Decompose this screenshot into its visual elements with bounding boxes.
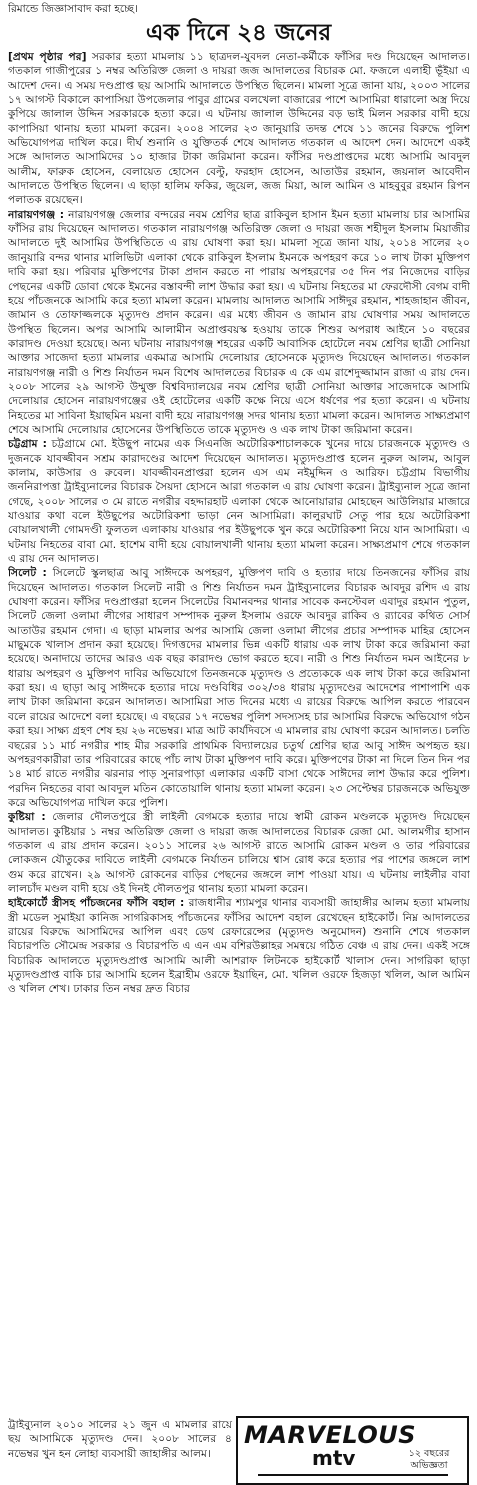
paragraph-text: নারায়ণগঞ্জ জেলার বন্দরের নবম শ্রেণির ছাত্র রাকিবুল হাসান ইমন হত্যা মামলায় চার আসামির ফাঁসির রায় দিয়েছেন আদালত। গতকাল নারায়ণগঞ্জ অতিরিক্ত জেলা ও দায়রা জজ শহীদুল ইসলাম মিয়াজীর আদালতে দুই আসামির উপস্থিতিতে এ রায় ঘোষণা করা হয়। মামলা সূত্রে জানা যায়, ২০১৪ সালের ২০ জানুয়ারি বন্দর থানার মালিভিটা এলাকা থেকে রাকিবুল ইসলাম ইমনকে অপহরণ করে ১০ লাখ টাকা মুক্তিপণ দাবি করা হয়। পরিবার মুক্তিপণের টাকা প্রদান করতে না পারায় অপহরণের ৩৫ দিন পর নিজেদের বাড়ির পেছনের একটি ডোবা থেকে ইমনের বস্তাবন্দী লাশ উদ্ধার করা হয়। এ ঘটনায় নিহতের মা ফেরদৌসী বেগম বাদী হয়ে পাঁচজনকে আসামি করে হত্যা মামলা করেন। মামলায় আদালত আসামি সাঈদুর রহমান, শাহজাহান জীবন, জামান ও তোফাজ্জলকে মৃত্যুদণ্ড প্রদান করেন। এর মধ্যে জীবন ও জামান রায় ঘোষণার সময় আদালতে উপস্থিত ছিলেন। অপর আসামি আলামীন অপ্রাপ্তবয়স্ক হওয়ায় তাকে শিশুর অপরাধ আইনে ১০ বছরের কারাদণ্ড দেওয়া হয়েছে। অন্য ঘটনায় নারায়ণগঞ্জ শহরের একটি আবাসিক হোটেলে নবম শ্রেণির ছাত্রী সোনিয়া আক্তার সাজেদা হত্যা মামলার একমাত্র আসামি দেলোয়ার হোসেনকে মৃত্যুদণ্ড দিয়েছেন আদালত। গতকাল নারায়ণগঞ্জ নারী ও শিশু নির্যাতন দমন বিশেষ আদালতের বিচারক এ কে এম রাশেদুজ্জামান রাজা এ রায় দেন। ২০০৮ সালের ২৯ আগস্ট উম্মুক্ত বিশ্ববিদ্যালয়ের নবম শ্রেণির ছাত্রী সোনিয়া আক্তার সাজেদাকে আসামি দেলোয়ার হোসেন নারায়ণগঞ্জের ওই হোটেলের একটি কক্ষে নিয়ে এসে ধর্ষণের পর হত্যা করেন। এ ঘটনায় নিহতের মা সাবিনা ইয়াছমিন ময়না বাদী হয়ে নারায়ণগঞ্জ সদর থানায় হত্যা মামলা করেন। আদালত সাক্ষ্যপ্রমাণ শেষে আসামি দেলোয়ার হোসেনের উপস্থিতিতে তাকে মৃত্যুদণ্ড ও এক লাখ টাকা জরিমানা করেন। [8, 207, 470, 436]
paragraph-chattogram [8, 437, 470, 566]
subheading-high-court: হাইকোর্টে স্ত্রীসহ পাঁচজনের ফাঁসি বহাল : [8, 896, 185, 910]
ad-experience-tagline: ১২ বছরের অভিজ্ঞতা [408, 1448, 450, 1471]
paragraph-text: চট্টগ্রামে মো. ইউছুপ নামের এক সিএনজি অটোরিকশাচালককে খুনের দায়ে চারজনকে মৃত্যুদণ্ড ও দুজনকে যাবজ্জীবন সশ্রম কারাদণ্ডের আদেশ দিয়েছেন আদালত। মৃত্যুদণ্ডপ্রাপ্ত হলেন নুরুল আলম, আবুল কালাম, কাউসার ও রুবেল। যাবজ্জীবনপ্রাপ্তরা হলেন এস এম নইমুদ্দিন ও আরিফ। চট্টগ্রাম বিভাগীয় জননিরাপত্তা ট্রাইব্যুনালের বিচারক সৈয়দা হোসনে আরা গতকাল এ রায় ঘোষণা করেন। ট্রাইব্যুনাল সূত্রে জানা গেছে, ২০০৮ সালের ৩ মে রাতে নগরীর বহদ্দারহাট এলাকা থেকে আনোয়ারার মোহছেন আউলিয়ার মাজারে যাওয়ার কথা বলে ইউছুপের অটোরিকশা ভাড়া নেন আসামিরা। কালুরঘাট সেতু পার হয়ে অটোরিকশা বোয়ালখালী গোমদণ্ডী ফুলতল এলাকায় যাওয়ার পর ইউছুপকে খুন করে অটোরিকশা নিয়ে যান আসামিরা। এ ঘটনায় নিহতের বাবা মো. হাশেম বাদী হয়ে বোয়ালখালী থানায় হত্যা মামলা করেন। সাক্ষ্যপ্রমাণ শেষে গতকাল এ রায় দেন আদালত। [8, 437, 470, 566]
dateline-chattogram: চট্টগ্রাম : [8, 437, 47, 451]
ad-brand-logo: MARVELOUS [244, 1421, 417, 1449]
paragraph-text: রাজধানীর শ্যামপুর থানার ব্যবসায়ী জাহাঙ্গীর আলম হত্যা মামলায় স্ত্রী মডেল সুমাইয়া কানিজ সাগরিকাসহ পাঁচজনের ফাঁসির আদেশ বহাল রেখেছেন হাইকোর্ট। নিম্ন আদালতের রায়ের বিরুদ্ধে আসামিদের আপিল এবং ডেথ রেফারেন্সের (মৃত্যুদণ্ড অনুমোদন) শুনানি শেষে গতকাল বিচারপতি সৌমেন্দ্র সরকার ও বিচারপতি এ এন এম বশিরউল্লাহর সমন্বয়ে গঠিত বেঞ্চ এ রায় দেন। একই সঙ্গে বিচারিক আদালতে মৃত্যুদণ্ডপ্রাপ্ত আসামি আলী আশরাফ লিটনকে হাইকোর্ট খালাস দেন। সাগরিকা ছাড়া মৃত্যুদণ্ডপ্রাপ্ত বাকি চার আসামি হলেন ইব্রাহীম ওরফে ইয়াছিন, মো. খলিল ওরফে হিজড়া খলিল, আল আমিন ও খলিল শেখ। ঢাকার তিন নম্বর দ্রুত বিচার [8, 896, 470, 996]
paragraph-kushtia [8, 810, 470, 896]
dateline-sylhet: সিলেট : [8, 566, 47, 580]
paragraph-high-court [8, 896, 470, 996]
paragraph-sylhet [8, 566, 470, 810]
paragraph-text: সিলেটে স্কুলছাত্র আবু সাঈদকে অপহরণ, মুক্তিপণ দাবি ও হত্যার দায়ে তিনজনের ফাঁসির রায় দিয়েছেন আদালত। গতকাল সিলেট নারী ও শিশু নির্যাতন দমন ট্রাইব্যুনালের বিচারক আবদুর রশিদ এ রায় ঘোষণা করেন। ফাঁসির দণ্ডপ্রাপ্তরা হলেন সিলেটের বিমানবন্দর থানার সাবেক কনস্টেবল এবাদুর রহমান পুতুল, সিলেট জেলা ওলামা লীগের সাধারণ সম্পাদক নুরুল ইসলাম ওরফে আবদুর রাকিব ও র‍্যাবের কথিত সোর্স আতাউর রহমান গেদা। এ ছাড়া মামলার অপর আসামি জেলা ওলামা লীগের প্রচার সম্পাদক মাহির হোসেন মাছুমকে খালাস প্রদান করা হয়েছে। দিগত্তদের মামলার ভিন্ন একটি ধারায় এক লাখ টাকা করে জরিমানা করা হয়েছে। অনাদায়ে তাদের আরও এক বছর কারাদণ্ড ভোগ করতে হবে। নারী ও শিশু নির্যাতন দমন আইনের ৮ ধারায় অপহরণ ও মুক্তিপণ দাবির অভিযোগে তিনজনকে মৃত্যুদণ্ড ও প্রত্যেককে এক লাখ টাকা করে জরিমানা করা হয়। এ ছাড়া আবু সাঈদকে হত্যার দায়ে দণ্ডবিধির ৩০২/৩৪ ধারায় মৃত্যুদণ্ডের আদেশের পাশাপাশি এক লাখ টাকা জরিমানা করেন আদালত। আসামিরা সাত দিনের মধ্যে এ রায়ের বিরুদ্ধে আপিল করতে পারবেন বলে রায়ের আদেশে বলা হয়েছে। এ বছরের ১৭ নভেম্বর পুলিশ সদস্যসহ চার আসামির বিরুদ্ধে অভিযোগ গঠন করা হয়। সাক্ষ্য গ্রহণ শেষ হয় ২৬ নভেম্বর। মাত্র আট কার্যদিবসে এ মামলার রায় ঘোষণা করেন আদালত। চলতি বছরের ১১ মার্চ নগরীর শাহ মীর সরকারি প্রাথমিক বিদ্যালয়ের চতুর্থ শ্রেণির ছাত্র আবু সাঈদ অপহৃত হয়। অপহরণকারীরা তার পরিবারের কাছে পাঁচ লাখ টাকা মুক্তিপণ দাবি করে। মুক্তিপণের টাকা না দিলে তিন দিন পর ১৪ মার্চ রাতে নগরীর ঝরনার পাড় সুনারপাড়া এলাকার একটি বাসা থেকে সাঈদের লাশ উদ্ধার করে পুলিশ। পরদিন নিহতের বাবা আবদুল মতিন কোতোয়ালি থানায় হত্যা মামলা করেন। ২৩ সেপ্টেম্বর চারজনকে অভিযুক্ত করে অভিযোগপত্র দাখিল করে পুলিশ। [8, 566, 470, 809]
headline: এক দিনে ২৪ জনের [145, 19, 332, 46]
dateline-narayanganj: নারায়ণগঞ্জ : [8, 207, 65, 221]
ad-mtv-logo: mtv [312, 1446, 356, 1470]
article-body [8, 50, 470, 1418]
previous-story-last-line: রিমান্ডে জিজ্ঞাসাবাদ করা হচ্ছে। [8, 3, 138, 15]
article-tail-text: ট্রাইব্যুনাল ২০১০ সালের ২১ জুন এ মামলার রায়ে ছয় আসামিকে মৃত্যুদণ্ড দেন। ২০০৮ সালের ৪ নভেম্বর খুন হন লোহা ব্যবসায়ী জাহাঙ্গীর আলম। [8, 1418, 232, 1460]
dateline-kushtia: কুষ্টিয়া : [8, 810, 46, 824]
ad-divider [258, 1474, 448, 1482]
jump-marker: [প্রথম পৃষ্ঠার পর] [8, 50, 87, 63]
paragraph-text: সরকার হত্যা মামলায় ১১ ছাত্রদল-যুবদল নেতা-কর্মীকে ফাঁসির দণ্ড দিয়েছেন আদালত। গতকাল গাজীপুরের ১ নম্বর অতিরিক্ত জেলা ও দায়রা জজ আদালতের বিচারক মো. ফজলে এলাহী ভূঁইয়া এ আদেশ দেন। এ সময় দণ্ডপ্রাপ্ত ছয় আসামি আদালতে উপস্থিত ছিলেন। মামলা সূত্রে জানা যায়, ২০০৩ সালের ১৭ আগস্ট বিকালে কাপাসিয়া উপজেলার পাবুর গ্রামের বলখেলা বাজারের পাশে আসামিরা ধারালো অস্ত্র দিয়ে কুপিয়ে জালাল উদ্দিন সরকারকে হত্যা করে। এ ঘটনায় জালাল উদ্দিনের বড় ভাই মিলন সরকার বাদী হয়ে কাপাসিয়া থানায় হত্যা মামলা করেন। ২০০৪ সালের ২৩ জানুয়ারি তদন্ত শেষে ১১ জনের বিরুদ্ধে পুলিশ অভিযোগপত্র দাখিল করে। দীর্ঘ শুনানি ও যুক্তিতর্ক শেষে আদালত গতকাল এ আদেশ দেন। আদেশে একই সঙ্গে আদালত আসামিদের ১০ হাজার টাকা জরিমানা করেন। ফাঁসির দণ্ডপ্রাপ্তদের মধ্যে আসামি আবদুল আলীম, ফারুক হোসেন, বেলায়েত হোসেন বেল্টু, ফরহাদ হোসেন, আতাউর রহমান, জয়নাল আবেদীন আদালতে উপস্থিত ছিলেন। এ ছাড়া হালিম ফকির, জুয়েল, জজ মিয়া, আল আমিন ও মাহবুবুর রহমান রিপন পলাতক রয়েছেন। [8, 50, 470, 207]
paragraph-text: জেলার দৌলতপুরে স্ত্রী লাইলী বেগমকে হত্যার দায়ে স্বামী রোকন মণ্ডলকে মৃত্যুদণ্ড দিয়েছেন আদালত। কুষ্টিয়ার ১ নম্বর অতিরিক্ত জেলা ও দায়রা জজ আদালতের বিচারক রেজা মো. আলমগীর হাসান গতকাল এ রায় প্রদান করেন। ২০১১ সালের ২৬ আগস্ট রাতে আসামি রোকন মণ্ডল ও তার পরিবারের লোকজন যৌতুকের দাবিতে লাইলী বেগমকে নির্যাতন চালিয়ে শ্বাস রোধ করে হত্যার পর পাশের জঙ্গলে লাশ গুম করে রাখেন। ২৯ আগস্ট রোকনের বাড়ির পেছনের জঙ্গলে লাশ পাওয়া যায়। এ ঘটনায় লাইলীর বাবা লালচাঁদ মণ্ডল বাদী হয়ে ওই দিনই দৌলতপুর থানায় হত্যা মামলা করেন। [8, 810, 470, 895]
marvelous-mtv-advertisement[interactable] [236, 1416, 469, 1485]
paragraph-narayanganj [8, 208, 470, 438]
paragraph-gazipur [8, 50, 470, 208]
